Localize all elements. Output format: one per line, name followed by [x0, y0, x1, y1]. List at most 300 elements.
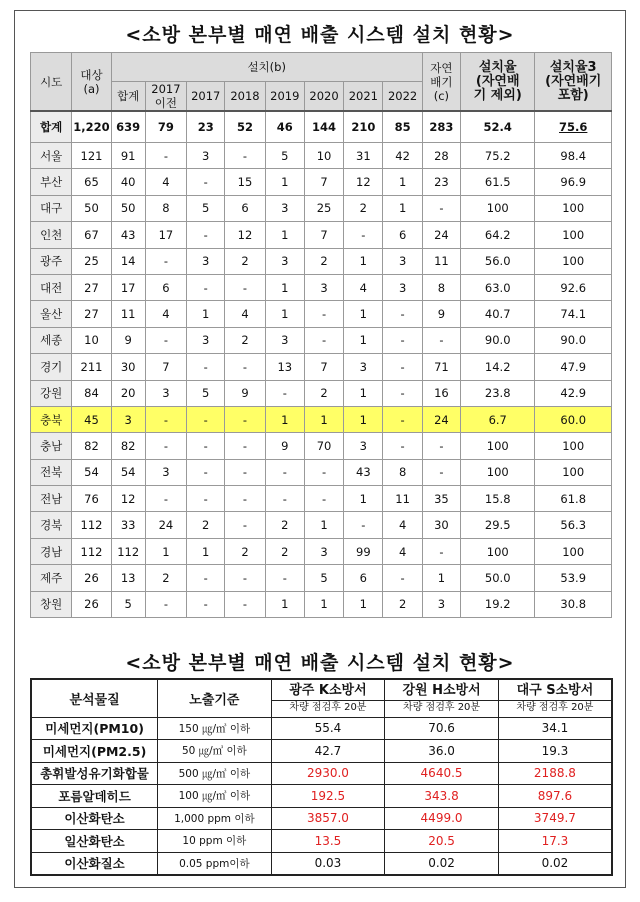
- table-row: [31, 591, 612, 617]
- table1-title: <소방 본부별 매연 배출 시스템 설치 현황>: [125, 24, 515, 46]
- table-row: [31, 565, 612, 591]
- data-cell: 23: [187, 111, 225, 143]
- data-cell: 70: [304, 433, 343, 459]
- data-cell: 24: [422, 406, 460, 432]
- data-cell: 3: [265, 327, 304, 353]
- table-row: [31, 354, 612, 380]
- data-cell: 50: [111, 195, 145, 221]
- table-row: [31, 143, 612, 169]
- data-cell: 40: [111, 169, 145, 195]
- data-cell: 4: [383, 512, 422, 538]
- data-cell: -: [225, 459, 265, 485]
- data-cell: -: [187, 565, 225, 591]
- data-cell: -: [225, 591, 265, 617]
- data-cell: -: [145, 248, 186, 274]
- data-cell: 63.0: [461, 274, 535, 300]
- data-cell: -: [265, 565, 304, 591]
- data-cell: 2: [344, 195, 383, 221]
- data-cell: 43: [344, 459, 383, 485]
- data-cell: 40.7: [461, 301, 535, 327]
- data-cell: -: [145, 486, 186, 512]
- data-cell: 84: [72, 380, 111, 406]
- data-cell: 5: [111, 591, 145, 617]
- data-cell: 8: [383, 459, 422, 485]
- region-cell: 광주: [31, 248, 72, 274]
- data-cell: 28: [422, 143, 460, 169]
- data-cell: -: [344, 222, 383, 248]
- data-cell: -: [225, 565, 265, 591]
- header-install-group: 설치(b): [111, 53, 422, 82]
- data-cell: 35: [422, 486, 460, 512]
- data-cell: 7: [145, 354, 186, 380]
- data-cell: 2: [304, 248, 343, 274]
- data-cell: -: [187, 222, 225, 248]
- data-cell: 100: [535, 248, 612, 274]
- data-cell: 3: [145, 380, 186, 406]
- data-cell: 210: [344, 111, 383, 143]
- data-cell: 96.9: [535, 169, 612, 195]
- item-cell: 미세먼지(PM10): [31, 717, 158, 740]
- data-cell: -: [187, 433, 225, 459]
- region-cell: 인천: [31, 222, 72, 248]
- data-cell: 4: [383, 538, 422, 564]
- station-name: 광주 K소방서: [289, 682, 367, 698]
- data-cell: 12: [225, 222, 265, 248]
- value-cell: 42.7: [271, 740, 385, 763]
- region-cell: 경기: [31, 354, 72, 380]
- data-cell: 11: [422, 248, 460, 274]
- table-row: [31, 785, 612, 808]
- data-cell: 56.3: [535, 512, 612, 538]
- region-cell: 경북: [31, 512, 72, 538]
- data-cell: 42.9: [535, 380, 612, 406]
- data-cell: 1: [304, 591, 343, 617]
- item-cell: 포름알데히드: [31, 785, 158, 808]
- data-cell: 13: [265, 354, 304, 380]
- data-cell: -: [304, 459, 343, 485]
- header-sub-0: 합계: [111, 82, 145, 112]
- data-cell: 30: [422, 512, 460, 538]
- data-cell: 60.0: [535, 406, 612, 432]
- standard-cell: 100 ㎍/㎥ 이하: [158, 785, 272, 808]
- data-cell: -: [187, 274, 225, 300]
- header-sub-2: 2017: [187, 82, 225, 112]
- data-cell: 17: [111, 274, 145, 300]
- table-row: [31, 807, 612, 830]
- data-cell: 1: [265, 591, 304, 617]
- data-cell: 46: [265, 111, 304, 143]
- data-cell: -: [265, 380, 304, 406]
- data-cell: 27: [72, 301, 111, 327]
- data-cell: 91: [111, 143, 145, 169]
- header-standard: 노출기준: [158, 679, 272, 717]
- data-cell: 19.2: [461, 591, 535, 617]
- value-cell: 3749.7: [498, 807, 612, 830]
- data-cell: 30: [111, 354, 145, 380]
- standard-cell: 150 ㎍/㎥ 이하: [158, 717, 272, 740]
- data-cell: 42: [383, 143, 422, 169]
- data-cell: -: [383, 380, 422, 406]
- data-cell: 100: [535, 433, 612, 459]
- data-cell: 29.5: [461, 512, 535, 538]
- value-cell: 70.6: [385, 717, 499, 740]
- data-cell: 30.8: [535, 591, 612, 617]
- data-cell: 61.5: [461, 169, 535, 195]
- data-cell: 24: [422, 222, 460, 248]
- data-cell: 3: [422, 591, 460, 617]
- data-cell: 4: [344, 274, 383, 300]
- data-cell: 74.1: [535, 301, 612, 327]
- standard-cell: 50 ㎍/㎥ 이하: [158, 740, 272, 763]
- data-cell: 12: [111, 486, 145, 512]
- data-cell: 43: [111, 222, 145, 248]
- table-row: [31, 195, 612, 221]
- data-cell: 71: [422, 354, 460, 380]
- data-cell: 9: [111, 327, 145, 353]
- data-cell: 2: [383, 591, 422, 617]
- data-cell: 26: [72, 591, 111, 617]
- data-cell: 112: [72, 538, 111, 564]
- data-cell: 283: [422, 111, 460, 143]
- data-cell: 8: [422, 274, 460, 300]
- data-cell: 65: [72, 169, 111, 195]
- value-cell: 0.02: [385, 852, 499, 875]
- value-cell: 20.5: [385, 830, 499, 853]
- value-cell: 2188.8: [498, 762, 612, 785]
- value-cell: 3857.0: [271, 807, 385, 830]
- data-cell: 47.9: [535, 354, 612, 380]
- data-cell: -: [145, 433, 186, 459]
- table-row: [31, 248, 612, 274]
- region-cell: 대구: [31, 195, 72, 221]
- data-cell: -: [145, 327, 186, 353]
- data-cell: 3: [187, 143, 225, 169]
- installation-status-table: [30, 52, 612, 618]
- header-region: 시도: [31, 53, 72, 112]
- air-quality-table: [30, 678, 613, 876]
- region-cell: 합계: [31, 111, 72, 143]
- data-cell: 3: [383, 248, 422, 274]
- data-cell: 1: [265, 406, 304, 432]
- data-cell: -: [265, 459, 304, 485]
- data-cell: -: [187, 354, 225, 380]
- region-cell: 제주: [31, 565, 72, 591]
- data-cell: -: [383, 565, 422, 591]
- data-cell: 82: [111, 433, 145, 459]
- header-rate1: 설치율 (자연배 기 제외): [461, 53, 535, 112]
- data-cell: 12: [344, 169, 383, 195]
- data-cell: 1: [344, 591, 383, 617]
- data-cell: 3: [265, 195, 304, 221]
- data-cell: 10: [72, 327, 111, 353]
- data-cell: 1,220: [72, 111, 111, 143]
- region-cell: 대전: [31, 274, 72, 300]
- table-row: [31, 433, 612, 459]
- data-cell: 211: [72, 354, 111, 380]
- data-cell: 100: [535, 195, 612, 221]
- table-row: [31, 169, 612, 195]
- data-cell: 4: [145, 169, 186, 195]
- region-cell: 전북: [31, 459, 72, 485]
- table-row: [31, 274, 612, 300]
- value-cell: 0.02: [498, 852, 612, 875]
- header-station-1: [385, 679, 499, 717]
- value-cell: 55.4: [271, 717, 385, 740]
- data-cell: 15: [225, 169, 265, 195]
- data-cell: 1: [344, 248, 383, 274]
- data-cell: 23.8: [461, 380, 535, 406]
- data-cell: 5: [304, 565, 343, 591]
- data-cell: 4: [225, 301, 265, 327]
- data-cell: 112: [72, 512, 111, 538]
- data-cell: 3: [383, 274, 422, 300]
- table-row: [31, 538, 612, 564]
- data-cell: 99: [344, 538, 383, 564]
- data-cell: -: [145, 591, 186, 617]
- item-cell: 이산화질소: [31, 852, 158, 875]
- station-condition: 차량 점검후 20분: [385, 700, 498, 715]
- data-cell: 67: [72, 222, 111, 248]
- data-cell: 6: [145, 274, 186, 300]
- table2-title: <소방 본부별 매연 배출 시스템 설치 현황>: [125, 652, 515, 674]
- data-cell: 3: [304, 274, 343, 300]
- data-cell: 9: [225, 380, 265, 406]
- header-sub-7: 2022: [383, 82, 422, 112]
- data-cell: 9: [265, 433, 304, 459]
- region-cell: 울산: [31, 301, 72, 327]
- data-cell: 27: [72, 274, 111, 300]
- table-row: [31, 406, 612, 432]
- data-cell: 17: [145, 222, 186, 248]
- data-cell: 54: [72, 459, 111, 485]
- data-cell: -: [225, 406, 265, 432]
- data-cell: 1: [344, 406, 383, 432]
- region-cell: 부산: [31, 169, 72, 195]
- data-cell: 3: [145, 459, 186, 485]
- data-cell: -: [225, 512, 265, 538]
- data-cell: 90.0: [461, 327, 535, 353]
- data-cell: 1: [265, 222, 304, 248]
- value-cell: 36.0: [385, 740, 499, 763]
- data-cell: 3: [265, 248, 304, 274]
- header-sub-1: 2017 이전: [145, 82, 186, 112]
- data-cell: 26: [72, 565, 111, 591]
- data-cell: 1: [344, 486, 383, 512]
- header-station-0: [271, 679, 385, 717]
- data-cell: 7: [304, 222, 343, 248]
- data-cell: 54: [111, 459, 145, 485]
- data-cell: 25: [304, 195, 343, 221]
- data-cell: 15.8: [461, 486, 535, 512]
- data-cell: 100: [461, 538, 535, 564]
- data-cell: 2: [225, 538, 265, 564]
- data-cell: 5: [265, 143, 304, 169]
- data-cell: 5: [187, 195, 225, 221]
- data-cell: 3: [344, 433, 383, 459]
- data-cell: 7: [304, 169, 343, 195]
- station-name: 대구 S소방서: [516, 682, 594, 698]
- data-cell: -: [304, 301, 343, 327]
- data-cell: 6: [225, 195, 265, 221]
- data-cell: 1: [422, 565, 460, 591]
- data-cell: 2: [304, 380, 343, 406]
- data-cell: 2: [225, 327, 265, 353]
- standard-cell: 0.05 ppm이하: [158, 852, 272, 875]
- table-row: [31, 222, 612, 248]
- data-cell: 639: [111, 111, 145, 143]
- data-cell: 1: [344, 380, 383, 406]
- item-cell: 일산화탄소: [31, 830, 158, 853]
- header-rate2: 설치율3 (자연배기 포함): [535, 53, 612, 112]
- data-cell: 56.0: [461, 248, 535, 274]
- header-item: 분석물질: [31, 679, 158, 717]
- data-cell: 33: [111, 512, 145, 538]
- data-cell: 1: [187, 538, 225, 564]
- data-cell: 144: [304, 111, 343, 143]
- data-cell: 50: [72, 195, 111, 221]
- region-cell: 충남: [31, 433, 72, 459]
- data-cell: 6: [344, 565, 383, 591]
- data-cell: 2: [265, 512, 304, 538]
- data-cell: 1: [265, 301, 304, 327]
- data-cell: 9: [422, 301, 460, 327]
- data-cell: 1: [344, 327, 383, 353]
- value-cell: 17.3: [498, 830, 612, 853]
- value-cell: 34.1: [498, 717, 612, 740]
- data-cell: 1: [383, 169, 422, 195]
- data-cell: 100: [535, 538, 612, 564]
- region-cell: 서울: [31, 143, 72, 169]
- item-cell: 이산화탄소: [31, 807, 158, 830]
- standard-cell: 500 ㎍/㎥ 이하: [158, 762, 272, 785]
- value-cell: 2930.0: [271, 762, 385, 785]
- table-row: [31, 717, 612, 740]
- data-cell: -: [187, 169, 225, 195]
- data-cell: -: [265, 486, 304, 512]
- data-cell: 79: [145, 111, 186, 143]
- data-cell: -: [422, 327, 460, 353]
- data-cell: 13: [111, 565, 145, 591]
- data-cell: 2: [225, 248, 265, 274]
- region-cell: 창원: [31, 591, 72, 617]
- data-cell: 1: [383, 195, 422, 221]
- data-cell: 6.7: [461, 406, 535, 432]
- data-cell: 121: [72, 143, 111, 169]
- data-cell: 3: [304, 538, 343, 564]
- data-cell: -: [145, 406, 186, 432]
- data-cell: -: [383, 301, 422, 327]
- region-cell: 전남: [31, 486, 72, 512]
- data-cell: 11: [111, 301, 145, 327]
- data-cell: 2: [145, 565, 186, 591]
- data-cell: -: [383, 433, 422, 459]
- station-condition: 차량 점검후 20분: [272, 700, 385, 715]
- item-cell: 총휘발성유기화합물: [31, 762, 158, 785]
- table-row: [31, 830, 612, 853]
- value-cell: 13.5: [271, 830, 385, 853]
- data-cell: 4: [145, 301, 186, 327]
- data-cell: 1: [344, 301, 383, 327]
- data-cell: 52: [225, 111, 265, 143]
- data-cell: 1: [145, 538, 186, 564]
- region-cell: 강원: [31, 380, 72, 406]
- header-sub-4: 2019: [265, 82, 304, 112]
- data-cell: 7: [304, 354, 343, 380]
- data-cell: -: [422, 459, 460, 485]
- data-cell: -: [344, 512, 383, 538]
- data-cell: 75.6: [535, 111, 612, 143]
- table-row: [31, 486, 612, 512]
- data-cell: 100: [461, 433, 535, 459]
- data-cell: -: [304, 486, 343, 512]
- data-cell: -: [422, 195, 460, 221]
- data-cell: 20: [111, 380, 145, 406]
- data-cell: 112: [111, 538, 145, 564]
- header-sub-6: 2021: [344, 82, 383, 112]
- table-row: [31, 852, 612, 875]
- data-cell: 98.4: [535, 143, 612, 169]
- data-cell: -: [422, 433, 460, 459]
- data-cell: -: [225, 486, 265, 512]
- data-cell: 14: [111, 248, 145, 274]
- table-row: [31, 459, 612, 485]
- data-cell: 92.6: [535, 274, 612, 300]
- data-cell: 2: [265, 538, 304, 564]
- value-cell: 192.5: [271, 785, 385, 808]
- data-cell: 6: [383, 222, 422, 248]
- data-cell: 64.2: [461, 222, 535, 248]
- data-cell: 75.2: [461, 143, 535, 169]
- value-cell: 19.3: [498, 740, 612, 763]
- data-cell: 100: [535, 459, 612, 485]
- data-cell: 90.0: [535, 327, 612, 353]
- value-cell: 343.8: [385, 785, 499, 808]
- header-target: 대상 (a): [72, 53, 111, 112]
- data-cell: -: [383, 354, 422, 380]
- data-cell: 3: [111, 406, 145, 432]
- data-cell: -: [225, 354, 265, 380]
- table-row: [31, 301, 612, 327]
- data-cell: -: [187, 406, 225, 432]
- data-cell: 85: [383, 111, 422, 143]
- data-cell: 14.2: [461, 354, 535, 380]
- data-cell: 1: [265, 274, 304, 300]
- standard-cell: 10 ppm 이하: [158, 830, 272, 853]
- data-cell: 31: [344, 143, 383, 169]
- data-cell: 3: [187, 327, 225, 353]
- table-row: [31, 327, 612, 353]
- data-cell: -: [225, 143, 265, 169]
- data-cell: -: [187, 459, 225, 485]
- table-row: [31, 111, 612, 143]
- data-cell: 2: [187, 512, 225, 538]
- data-cell: 100: [535, 222, 612, 248]
- value-cell: 897.6: [498, 785, 612, 808]
- station-condition: 차량 점검후 20분: [499, 700, 611, 715]
- data-cell: 1: [304, 512, 343, 538]
- data-cell: -: [225, 274, 265, 300]
- data-cell: -: [187, 591, 225, 617]
- item-cell: 미세먼지(PM2.5): [31, 740, 158, 763]
- header-natural: 자연 배기 (c): [422, 53, 460, 112]
- header-sub-5: 2020: [304, 82, 343, 112]
- data-cell: -: [422, 538, 460, 564]
- data-cell: 53.9: [535, 565, 612, 591]
- data-cell: -: [225, 433, 265, 459]
- value-cell: 0.03: [271, 852, 385, 875]
- region-cell: 경남: [31, 538, 72, 564]
- data-cell: 50.0: [461, 565, 535, 591]
